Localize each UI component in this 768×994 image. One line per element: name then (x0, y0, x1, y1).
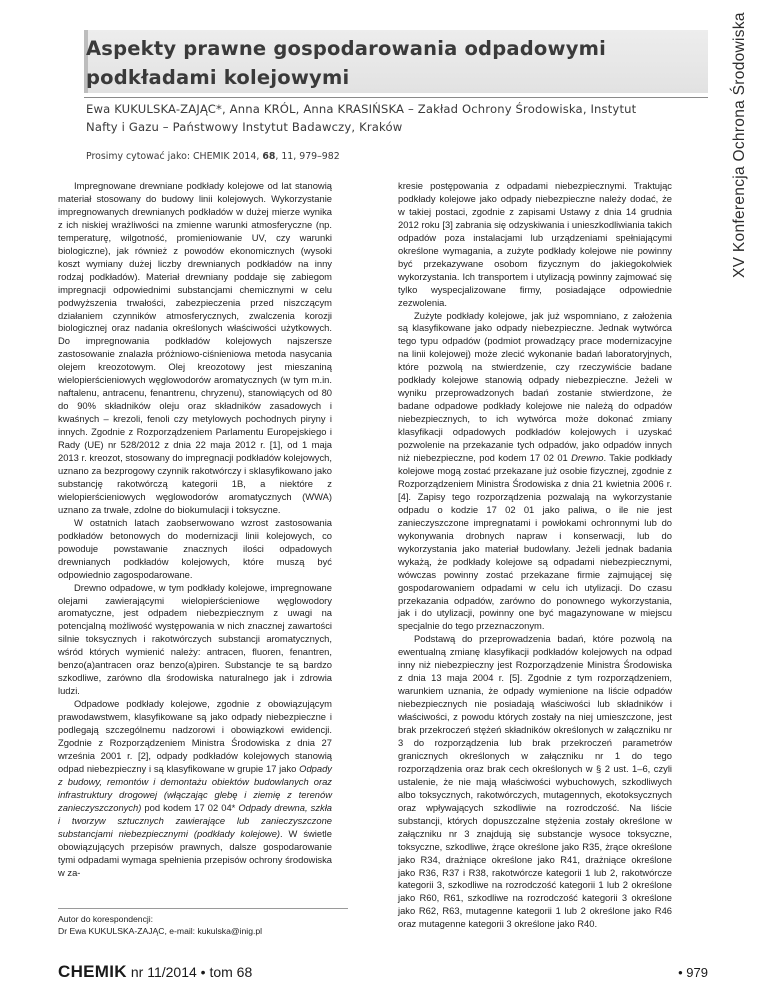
text-run: pod kodem 17 02 04* (141, 801, 239, 813)
italic-run: Drewno (571, 452, 604, 464)
footer-journal (58, 962, 252, 984)
text-run: . W świetle obowiązujących przepisów prawnych, dalsze gospodarowanie tymi odpadami wymaga spełnienia przepisów ochrony środowiska w za- (58, 827, 332, 878)
text-run: . Takie podkłady kolejowe mogą zostać przekazane już osobie fizycznej, zgodnie z Rozporządzeniem Ministra Środowiska z dnia 21 kwietnia 2006 r. [4]. Zapisy tego rozporządzenia pozwalają na wykorzystanie odpadu o kodzie 17 02 01 jako paliwa, o ile nie jest zanieczyszczone impregnatami i powłokami ochronnymi lub do wykonywania drobnych napraw i konserwacji, lub do wykorzystania jako materiał budowlany. Jeżeli jednak badania wykażą, że podkłady kolejowe są odpadami niebezpiecznymi, wówczas powinny zostać przekazane firmie zajmującej się gospodarowaniem odpadami w celu ich utylizacji. Do czasu przekazania odpadów, zarówno do ponownego wykorzystania, jak i do utylizacji, powinny one być magazynowane w miejscu specjalnie do tego przeznaczonym. (398, 452, 673, 632)
text-run: Odpadowe podkłady kolejowe, zgodnie z obowiązującym prawodawstwem, klasyfikowane są jako odpady niebezpieczne i podlegają szczególnemu nadzorowi i obowiązkowi ewidencji. Zgodnie z Rozporządzeniem Ministra Środowiska z dnia 27 września 2001 r. [2], odpady podkładów kolejowych stanowią odpad niebezpieczny i są klasyfikowane w grupie 17 jako (58, 698, 332, 774)
authors (86, 100, 706, 136)
text-run: Zużyte podkłady kolejowe, jak już wspomniano, z założenia są klasyfikowane jako odpady niebezpieczne. Jednak wytwórca tego typu odpadów (podmiot prowadzący prace modernizacyjne na linii kolejowej) może zlecić wykonanie badań laboratoryjnych, które pozwolą na stwierdzenie, czy rzeczywiście badane podkłady kolejowe stanowią odpady niebezpieczne. Jeżeli w wyniku przeprowadzonych badań zostanie stwierdzone, że badane odpadowe podkłady kolejowe nie należą do odpadów niebezpiecznych, to ich wytwórca może dokonać zmiany klasyfikacji odpadowych podkładów kolejowych i uzyskać pozwolenie na przekazanie tych odpadów, jako odpadów innych niż niebezpieczne, pod kodem 17 02 01 (398, 309, 672, 464)
paragraph: Impregnowane drewniane podkłady kolejowe od lat stanowią materiał stosowany do budowy linii kolejowych. Wykorzystanie impregnowanych drewnianych podkładów w dużej mierze wynika z ich niskiej wrażliwości na zmienne warunki atmosferyczne (np. temperaturę, wilgotność, promieniowanie UV, czy warunki biologiczne), jak również z powodów ekonomicznych (wysoki koszt wymiany dużej liczby drewnianych podkładów na inny rodzaj podkładów). Materiał drewniany poddaje się zabiegom impregnacji odpowiednimi substancjami chemicznymi w celu podwyższenia trwałości, zabezpieczenia przed niszczącym działaniem czynników atmosferycznych, zwalczenia korozji biologicznej oraz nadania określonych właściwości użytkowych. Do impregnowania podkładów kolejowych najszersze zastosowanie znalazła próżniowo-ciśnieniowa metoda nasycania olejem kreozotowym. Olej kreozotowy jest mieszaniną wielopierścieniowych węglowodorów aromatycznych (w tym m.in. naftalenu, antracenu, fenantrenu, chryzenu), stanowiących od 80 do 90% składników oleju oraz składników zasadowych i kwaśnych – krezoli, fenoli czy metylowych pochodnych piryny i innych. Zgodnie z Rozporządzeniem Parlamentu Europejskiego i Rady (UE) nr 528/2012 z dnia 22 maja 2012 r. [1], od 1 maja 2013 r. kreozot, stosowany do impregnacji podkładów kolejowych, uznano za bezprogowy czynnik rakotwórczy i sklasyfikowano jako substancję rakotwórczą kategorii 1B, a niektóre z wielopierścieniowych węglowodorów aromatycznych (WWA) uznano za trwałe, zdolne do biokumulacji i toksyczne. (58, 180, 332, 515)
citation-prefix: Prosimy cytować jako: CHEMIK 2014, (86, 151, 263, 162)
citation-suffix: , 11, 979–982 (275, 151, 340, 162)
conference-label: XV Konferencja Ochrona Środowiska (731, 12, 748, 278)
paragraph (58, 698, 332, 879)
journal-issue: nr 11/2014 • tom 68 (130, 964, 253, 980)
paragraph: W ostatnich latach zaobserwowano wzrost zastosowania podkładów betonowych do modernizacji linii kolejowych, co powoduje powstawanie znacznych ilości odpadowych drewnianych podkładów kolejowych, które muszą być odpowiednio zagospodarowane. (58, 516, 332, 580)
article-title-line2: podkładami kolejowymi (86, 66, 350, 89)
side-label (722, 0, 758, 278)
paragraph: Podstawą do przeprowadzenia badań, które pozwolą na ewentualną zmianę klasyfikacji podkładów kolejowych na odpad inny niż niebezpieczny jest Rozporządzenie Ministra Środowiska z dnia 13 maja 2004 r. [5]. Zgodnie z tym rozporządzeniem, warunkiem uznania, że odpady wymienione na liście odpadów niebezpiecznych nie posiadają właściwości lub składników i właściwości, z powodu których zostały na niej umieszczone, jest brak przekroczeń stężeń składników określonych w załączniku nr 3 do rozporządzenia lub brak przekroczeń parametrów granicznych określonych w załączniku nr 1 do tego rozporządzenia oraz brak cech określonych w § 2 ust. 1–6, czyli ustalenie, że nie mają właściwości wybuchowych, szkodliwych albo toksycznych, rakotwórczych, mutagennych, ekotoksycznych oraz wpływających szkodliwie na rozrodczość. Na liście substancji, których dopuszczalne stężenia zostały określone w załączniku nr 3 znajdują się substancje wysoce toksyczne, toksyczne, szkodliwe, żrące określone jako R35, żrące określone jako R34, drażniące określone jako R41, drażniące określone jako R36, R37 i R38, rakotwórcze kategorii 1 lub 2, rakotwórcze kategorii 3, szkodliwe na rozrodczość kategorii 1 lub 2 określone jako R60, R61, szkodliwe na rozrodczość kategorii 3 określone jako R62, R63, mutagenne kategorii 1 lub 2 określone jako R46 oraz mutagenne kategorii 3 określone jako R40. (398, 633, 672, 930)
citation (86, 150, 706, 164)
title-rule (84, 97, 708, 98)
correspondence-label: Autor do korespondencji: (58, 914, 154, 924)
page-number: • 979 (678, 965, 708, 980)
article-title-line1: Aspekty prawne gospodarowania odpadowymi (86, 37, 607, 60)
authors-line1: Ewa KUKULSKA-ZAJĄC*, Anna KRÓL, Anna KRASIŃSKA – Zakład Ochrony Środowiska, Instytut (86, 102, 637, 116)
authors-line2: Nafty i Gazu – Państwowy Instytut Badawczy, Kraków (86, 120, 403, 134)
correspondence-box (58, 908, 348, 937)
journal-brand: CHEMIK (58, 962, 127, 981)
column-2 (398, 180, 672, 931)
italic-run: Odpady drewna, szkła i tworzyw sztucznych zawierające lub zanieczyszczone substancjami niebezpiecznymi (podkłady kolejowe) (58, 801, 332, 839)
paragraph: Drewno odpadowe, w tym podkłady kolejowe, impregnowane olejami zawierającymi wielopierścieniowe węglowodory aromatyczne, jest odpadem niebezpiecznym z uwagi na potencjalną możliwość występowania w nich znacznej zawartości silnie toksycznych i rakotwórczych substancji aromatycznych, wśród których wymienić należy: antracen, fluoren, fenantren, benzo(a)antracen oraz benzo(a)piren. Substancje te są bardzo szkodliwe, zarówno dla środowiska naturalnego jak i zdrowia ludzi. (58, 581, 332, 697)
column-1 (58, 180, 332, 879)
citation-volume: 68 (262, 151, 276, 162)
italic-run: Odpady z budowy, remontów i demontażu obiektów budowlanych oraz infrastruktury drogowej (włączając glebę i ziemię z terenów zanieczyszczonych) (58, 762, 332, 813)
correspondence-contact: Dr Ewa KUKULSKA-ZAJĄC, e-mail: kukulska@inig.pl (58, 926, 263, 936)
paragraph (398, 310, 672, 634)
paragraph: kresie postępowania z odpadami niebezpiecznymi. Traktując podkłady kolejowe jako odpady niebezpieczne należy dodać, że w takiej postaci, zgodnie z zapisami Ustawy z dnia 14 grudnia 2012 roku [3] zabrania się odzyskiwania i unieszkodliwiania takich odpadów poza instalacjami lub urządzeniami spełniającymi określone wymagania, a zużyte podkłady kolejowe nie powinny być przekazywane osobom fizycznym do jakiegokolwiek wykorzystania. Ich transportem i utylizacją powinny zajmować się tylko wyspecjalizowane firmy, posiadające odpowiednie zezwolenia. (398, 180, 672, 308)
article-title (86, 34, 706, 92)
